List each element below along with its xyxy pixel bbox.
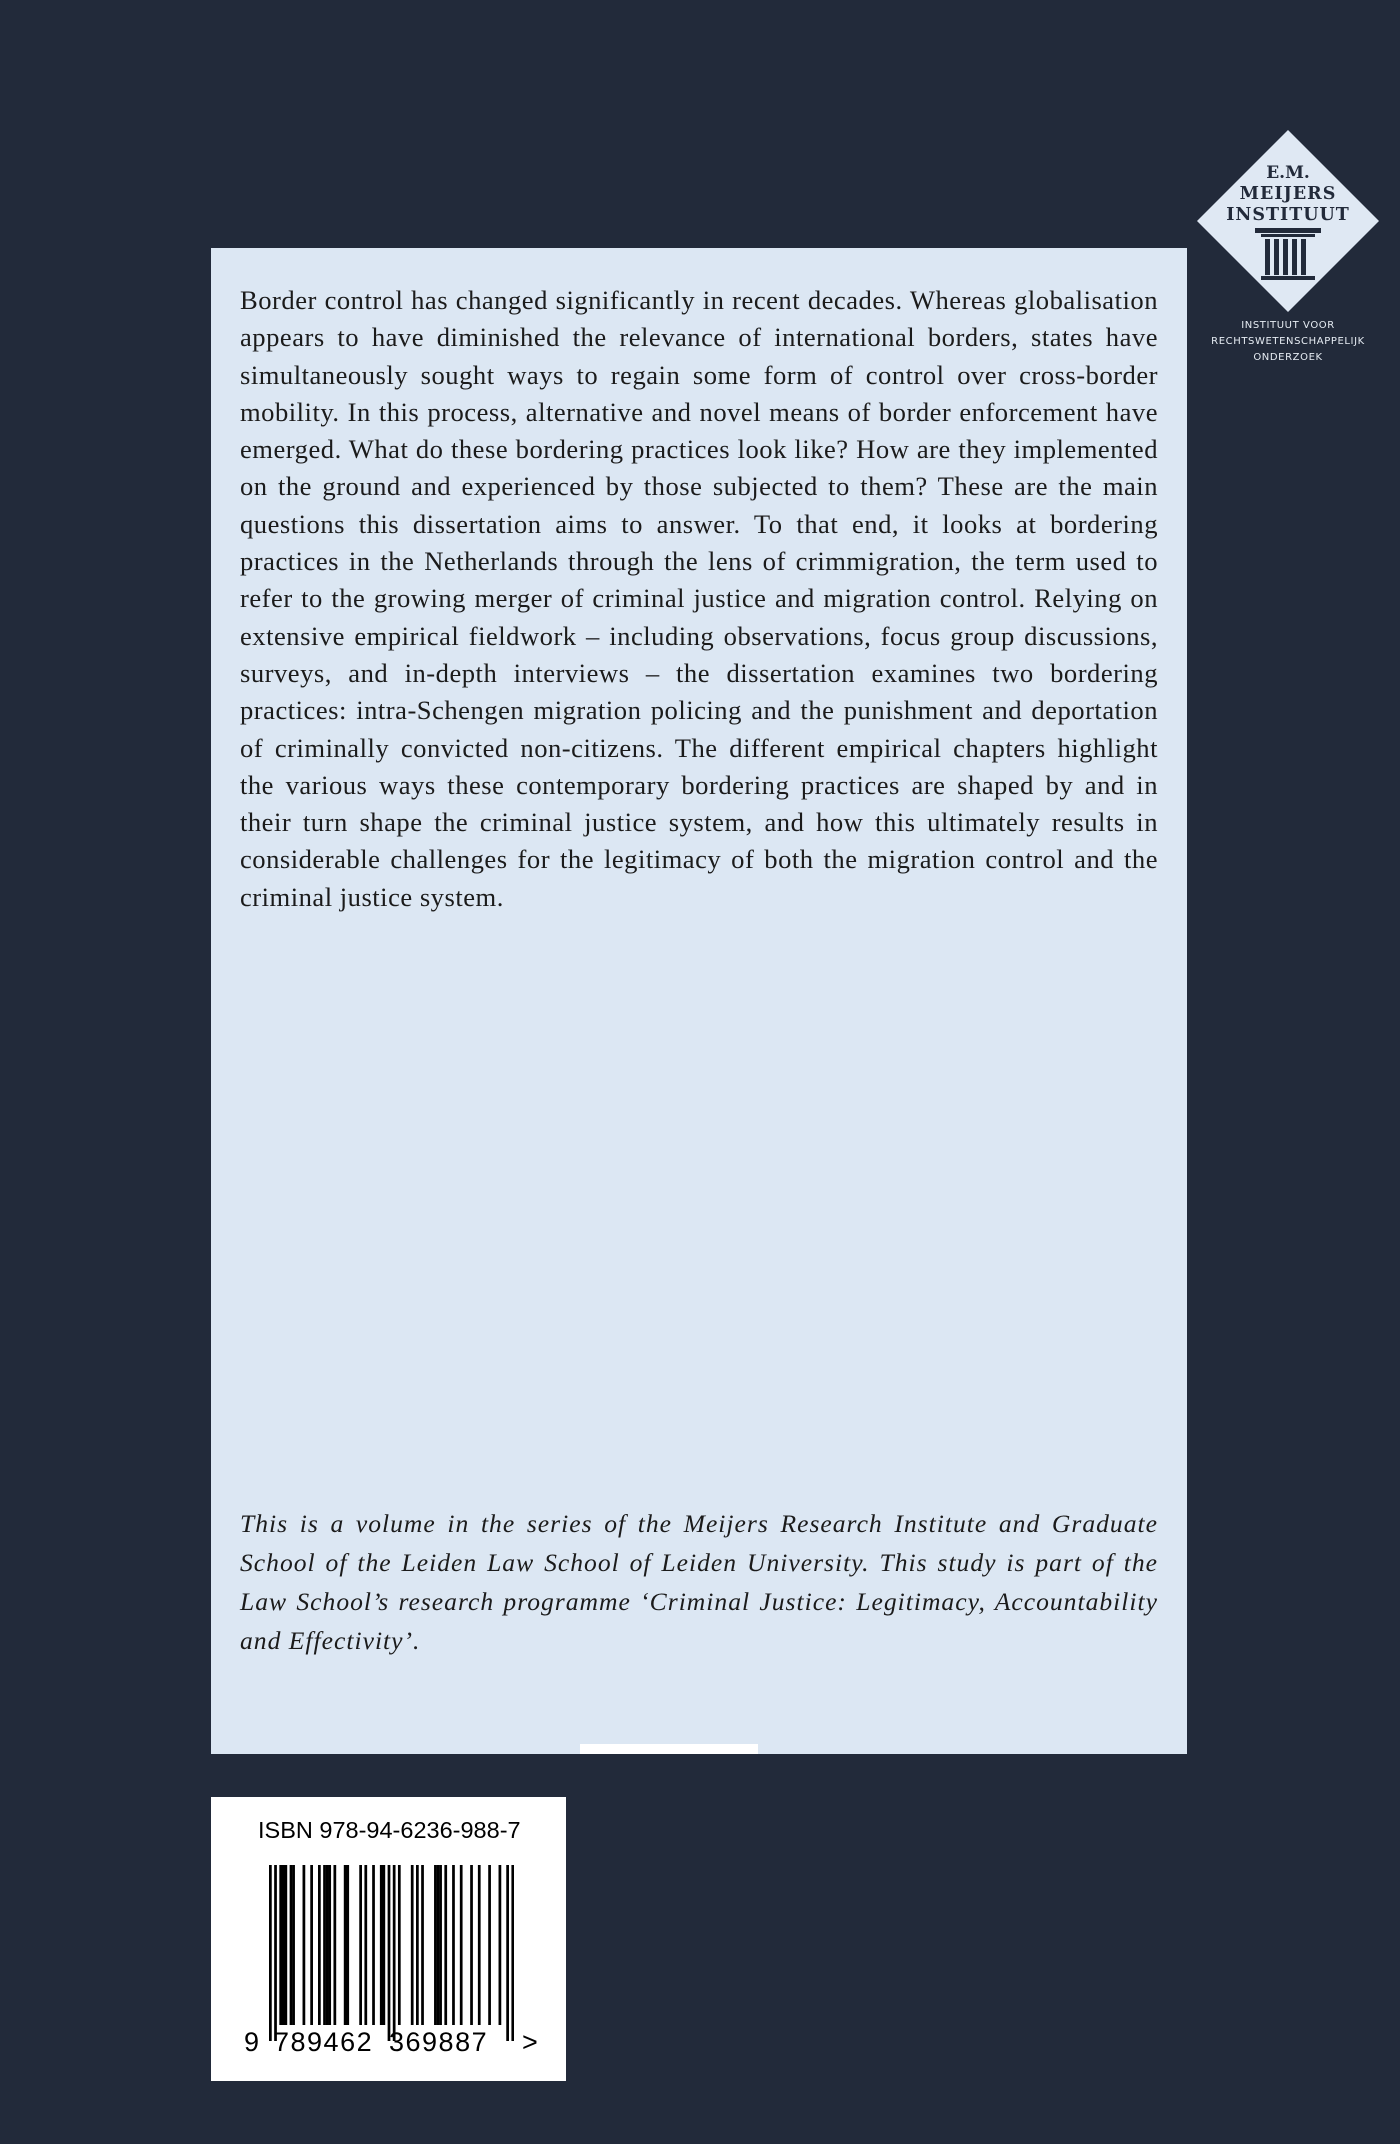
barcode-bar: [398, 1865, 401, 2025]
logo-line-2: MEIJERS: [1239, 184, 1337, 204]
barcode-bar: [411, 1865, 414, 2025]
barcode-bar: [274, 1865, 277, 2041]
barcode-bar: [279, 1865, 282, 2025]
barcode-bar: [310, 1865, 313, 2025]
barcode-bar: [323, 1865, 326, 2025]
barcode-bar: [506, 1865, 509, 2041]
barcode-bar: [364, 1865, 367, 2025]
barcode-bar: [328, 1865, 331, 2025]
meijers-institute-logo: [1195, 128, 1381, 366]
barcode-bar: [452, 1865, 455, 2025]
abstract-text: Border control has changed significantly in recent decades. Whereas globalisation appears to have diminished the relevance of international borders, states have simultaneously sought ways to regain some form of control over cross-border mobility. In this process, alternative and novel means of border enforcement have emerged. What do these bordering practices look like? How are they implemented on the ground and experienced by those subjected to them? These are the main questions this dissertation aims to answer. To that end, it looks at bordering practices in the Netherlands through the lens of crimmigration, the term used to refer to the growing merger of criminal justice and migration control. Relying on extensive empirical fieldwork – including observations, focus group discussions, surveys, and in-depth interviews – the dissertation examines two bordering practices: intra-Schengen migration policing and the punishment and deportation of criminally convicted non-citizens. The different empirical chapters highlight the various ways these contemporary bordering practices are shaped by and in their turn shape the criminal justice system, and how this ultimately results in considerable challenges for the legitimacy of both the migration control and the criminal justice system.: [240, 285, 1158, 912]
barcode-bar: [478, 1865, 481, 2025]
barcode-bar: [344, 1865, 347, 2025]
barcode-bar: [421, 1865, 424, 2025]
barcode-bar: [303, 1865, 306, 2025]
logo-subtitle-line-1: INSTITUUT VOOR: [1241, 320, 1335, 331]
barcode-bar: [434, 1865, 437, 2025]
barcode-bar: [326, 1865, 329, 2025]
isbn-quiet-zone-marker: >: [522, 2027, 540, 2057]
barcode-bar: [382, 1865, 385, 2025]
barcode-bar: [380, 1865, 383, 2025]
logo-line-1: E.M.: [1266, 163, 1310, 183]
isbn-digits: [211, 2027, 566, 2067]
barcode-bar: [444, 1865, 447, 2025]
barcode-bar: [292, 1865, 295, 2025]
meijers-logo-icon: [1195, 128, 1381, 314]
barcode-bar: [282, 1865, 285, 2025]
barcode-bar: [460, 1865, 463, 2025]
logo-line-3: INSTITUUT: [1226, 205, 1350, 225]
isbn-label: ISBN 978-94-6236-988-7: [258, 1817, 521, 1843]
logo-subtitle-line-3: ONDERZOEK: [1253, 352, 1323, 363]
isbn-barcode-box: [211, 1797, 566, 2081]
barcode-bar: [511, 1865, 514, 2041]
series-note: This is a volume in the series of the Meijers Research Institute and Graduate School of the Leiden Law School of Leiden University. This study is part of the Law School’s research programme ‘Criminal Justice: Legitimacy, Accountability and Effectivity’.: [240, 1509, 1158, 1655]
barcode-icon: [269, 1865, 514, 2041]
barcode-bar: [393, 1865, 396, 2041]
barcode-bar: [372, 1865, 375, 2025]
isbn-left-group: 789462: [274, 2027, 374, 2057]
barcode-bar: [470, 1865, 473, 2025]
isbn-right-group: 369887: [389, 2027, 489, 2057]
barcode-bar: [333, 1865, 336, 2025]
logo-subtitle-line-2: RECHTSWETENSCHAPPELIJK: [1211, 336, 1365, 347]
barcode-bar: [346, 1865, 349, 2025]
barcode-bar: [439, 1865, 442, 2025]
barcode-bar: [388, 1865, 391, 2041]
barcode-bar: [488, 1865, 491, 2025]
barcode-bar: [269, 1865, 272, 2041]
barcode-bar: [437, 1865, 440, 2025]
isbn-first-digit: 9: [244, 2027, 261, 2057]
barcode-bar: [318, 1865, 321, 2025]
barcode-bar: [359, 1865, 362, 2025]
barcode-bar: [290, 1865, 293, 2025]
barcode-bar: [284, 1865, 287, 2025]
barcode-bar: [499, 1865, 502, 2025]
panel-tab-divider: [580, 1744, 758, 1754]
blurb-panel: [211, 248, 1187, 1754]
logo-subtitle: [1195, 318, 1381, 366]
barcode-bar: [416, 1865, 419, 2025]
